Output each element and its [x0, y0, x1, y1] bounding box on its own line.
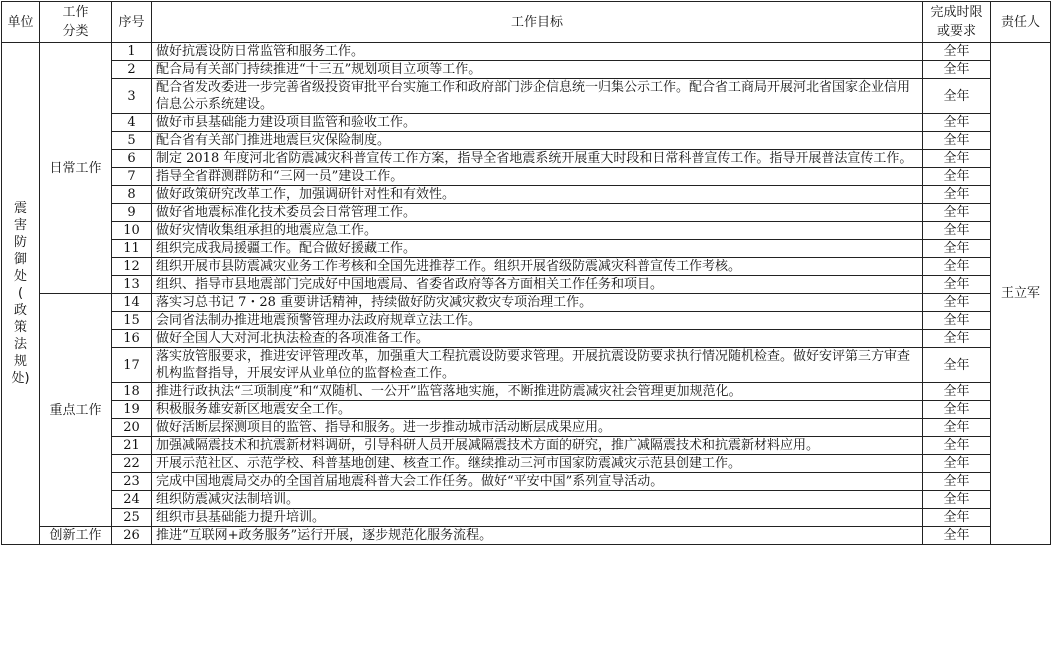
target-cell: 做好抗震设防日常监管和服务工作。 — [152, 43, 923, 61]
deadline-cell: 全年 — [923, 222, 991, 240]
header-target: 工作目标 — [152, 2, 923, 43]
seq-cell: 18 — [112, 383, 152, 401]
deadline-cell: 全年 — [923, 383, 991, 401]
table-row — [2, 150, 1051, 168]
category-cell: 创新工作 — [40, 527, 112, 545]
target-cell: 会同省法制办推进地震预警管理办法政府规章立法工作。 — [152, 312, 923, 330]
seq-cell: 25 — [112, 509, 152, 527]
target-cell: 推进“互联网+政务服务”运行开展，逐步规范化服务流程。 — [152, 527, 923, 545]
target-cell: 组织开展市县防震减灾业务工作考核和全国先进推荐工作。组织开展省级防震减灾科普宣传工作考核。 — [152, 258, 923, 276]
table-body — [2, 43, 1051, 545]
header-deadline: 完成时限 或要求 — [923, 2, 991, 43]
deadline-cell: 全年 — [923, 473, 991, 491]
target-cell: 组织、指导市县地震部门完成好中国地震局、省委省政府等各方面相关工作任务和项目。 — [152, 276, 923, 294]
target-cell: 积极服务雄安新区地震安全工作。 — [152, 401, 923, 419]
target-cell: 配合省发改委进一步完善省级投资审批平台实施工作和政府部门涉企信息统一归集公示工作。配合省工商局开展河北省国家企业信用信息公示系统建设。 — [152, 79, 923, 114]
table-row — [2, 168, 1051, 186]
target-cell: 做好全国人大对河北执法检查的各项准备工作。 — [152, 330, 923, 348]
table-row — [2, 473, 1051, 491]
target-cell: 制定 2018 年度河北省防震减灾科普宣传工作方案，指导全省地震系统开展重大时段和日常科普宣传工作。指导开展普法宣传工作。 — [152, 150, 923, 168]
unit-label: 震 害 防 御 处 ( 政 策 法 规 处) — [11, 201, 30, 386]
deadline-cell: 全年 — [923, 61, 991, 79]
seq-cell: 19 — [112, 401, 152, 419]
table-row — [2, 186, 1051, 204]
target-cell: 做好政策研究改革工作，加强调研针对性和有效性。 — [152, 186, 923, 204]
table-row — [2, 383, 1051, 401]
table-row — [2, 509, 1051, 527]
deadline-cell: 全年 — [923, 258, 991, 276]
table-row — [2, 276, 1051, 294]
table-row — [2, 43, 1051, 61]
target-cell: 落实放管服要求，推进安评管理改革，加强重大工程抗震设防要求管理。开展抗震设防要求执行情况随机检查。做好安评第三方审查机构监督指导，开展安评从业单位的监督检查工作。 — [152, 348, 923, 383]
category-cell: 日常工作 — [40, 43, 112, 294]
seq-cell: 22 — [112, 455, 152, 473]
target-cell: 推进行政执法“三项制度”和“双随机、一公开”监管落地实施，不断推进防震减灾社会管理更加规范化。 — [152, 383, 923, 401]
seq-cell: 15 — [112, 312, 152, 330]
table-row — [2, 455, 1051, 473]
table-row — [2, 258, 1051, 276]
table-row — [2, 527, 1051, 545]
deadline-cell: 全年 — [923, 330, 991, 348]
deadline-cell: 全年 — [923, 43, 991, 61]
table-row — [2, 132, 1051, 150]
target-cell: 开展示范社区、示范学校、科普基地创建、核查工作。继续推动三河市国家防震减灾示范县创建工作。 — [152, 455, 923, 473]
seq-cell: 11 — [112, 240, 152, 258]
header-seq: 序号 — [112, 2, 152, 43]
table-row — [2, 401, 1051, 419]
target-cell: 配合省有关部门推进地震巨灾保险制度。 — [152, 132, 923, 150]
table-row — [2, 348, 1051, 383]
deadline-cell: 全年 — [923, 204, 991, 222]
work-plan-table — [1, 1, 1051, 545]
seq-cell: 9 — [112, 204, 152, 222]
header-owner: 责任人 — [991, 2, 1051, 43]
table-row — [2, 419, 1051, 437]
seq-cell: 17 — [112, 348, 152, 383]
table-row — [2, 114, 1051, 132]
deadline-cell: 全年 — [923, 401, 991, 419]
seq-cell: 5 — [112, 132, 152, 150]
owner-cell: 王立军 — [991, 43, 1051, 545]
target-cell: 组织防震减灾法制培训。 — [152, 491, 923, 509]
seq-cell: 4 — [112, 114, 152, 132]
table-row — [2, 312, 1051, 330]
deadline-cell: 全年 — [923, 455, 991, 473]
target-cell: 做好省地震标准化技术委员会日常管理工作。 — [152, 204, 923, 222]
deadline-cell: 全年 — [923, 132, 991, 150]
table-row — [2, 204, 1051, 222]
deadline-cell: 全年 — [923, 509, 991, 527]
target-cell: 做好灾情收集组承担的地震应急工作。 — [152, 222, 923, 240]
seq-cell: 13 — [112, 276, 152, 294]
deadline-cell: 全年 — [923, 348, 991, 383]
deadline-cell: 全年 — [923, 419, 991, 437]
target-cell: 配合局有关部门持续推进“十三五”规划项目立项等工作。 — [152, 61, 923, 79]
deadline-cell: 全年 — [923, 114, 991, 132]
seq-cell: 8 — [112, 186, 152, 204]
seq-cell: 26 — [112, 527, 152, 545]
deadline-cell: 全年 — [923, 276, 991, 294]
table-row — [2, 330, 1051, 348]
deadline-cell: 全年 — [923, 294, 991, 312]
deadline-cell: 全年 — [923, 150, 991, 168]
seq-cell: 2 — [112, 61, 152, 79]
deadline-cell: 全年 — [923, 79, 991, 114]
header-category: 工作 分类 — [40, 2, 112, 43]
deadline-cell: 全年 — [923, 491, 991, 509]
header-row — [2, 2, 1051, 43]
deadline-cell: 全年 — [923, 527, 991, 545]
table-row — [2, 79, 1051, 114]
table-row — [2, 222, 1051, 240]
target-cell: 做好市县基础能力建设项目监管和验收工作。 — [152, 114, 923, 132]
target-cell: 组织完成我局援疆工作。配合做好援藏工作。 — [152, 240, 923, 258]
seq-cell: 6 — [112, 150, 152, 168]
seq-cell: 16 — [112, 330, 152, 348]
seq-cell: 1 — [112, 43, 152, 61]
deadline-cell: 全年 — [923, 186, 991, 204]
seq-cell: 7 — [112, 168, 152, 186]
deadline-cell: 全年 — [923, 240, 991, 258]
target-cell: 完成中国地震局交办的全国首届地震科普大会工作任务。做好“平安中国”系列宣导活动。 — [152, 473, 923, 491]
target-cell: 指导全省群测群防和“三网一员”建设工作。 — [152, 168, 923, 186]
seq-cell: 12 — [112, 258, 152, 276]
seq-cell: 20 — [112, 419, 152, 437]
table-row — [2, 61, 1051, 79]
seq-cell: 10 — [112, 222, 152, 240]
seq-cell: 24 — [112, 491, 152, 509]
table-row — [2, 240, 1051, 258]
table-row — [2, 491, 1051, 509]
table-row — [2, 294, 1051, 312]
unit-cell — [2, 43, 40, 545]
seq-cell: 14 — [112, 294, 152, 312]
seq-cell: 3 — [112, 79, 152, 114]
deadline-cell: 全年 — [923, 437, 991, 455]
table-row — [2, 437, 1051, 455]
seq-cell: 23 — [112, 473, 152, 491]
seq-cell: 21 — [112, 437, 152, 455]
header-unit: 单位 — [2, 2, 40, 43]
category-cell: 重点工作 — [40, 294, 112, 527]
target-cell: 做好活断层探测项目的监管、指导和服务。进一步推动城市活动断层成果应用。 — [152, 419, 923, 437]
target-cell: 落实习总书记 7・28 重要讲话精神，持续做好防灾减灾救灾专项治理工作。 — [152, 294, 923, 312]
target-cell: 加强减隔震技术和抗震新材料调研，引导科研人员开展减隔震技术方面的研究，推广减隔震技术和抗震新材料应用。 — [152, 437, 923, 455]
deadline-cell: 全年 — [923, 312, 991, 330]
target-cell: 组织市县基础能力提升培训。 — [152, 509, 923, 527]
deadline-cell: 全年 — [923, 168, 991, 186]
